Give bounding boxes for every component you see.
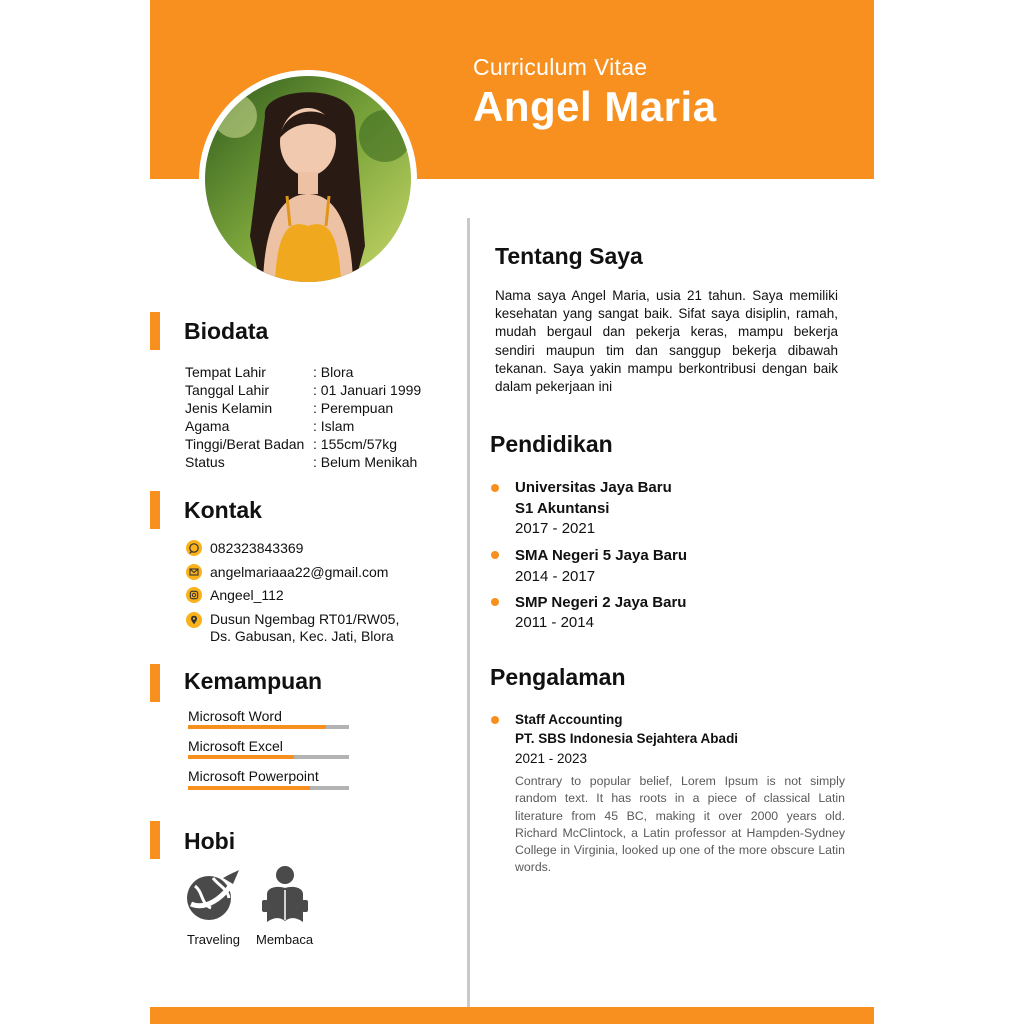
edu-years: 2017 - 2021 [515,520,596,537]
tentang-title: Tentang Saya [495,243,643,269]
skill-bar-fill [188,786,310,790]
skill-bar [188,725,349,729]
skill-name: Microsoft Powerpoint [188,768,319,784]
phone-text[interactable]: 082323843369 [210,540,304,556]
edu-school: SMA Negeri 5 Jaya Baru [515,547,688,564]
skill-bar [188,755,349,759]
cv-name: Angel Maria [473,83,717,130]
hobby-label: Membaca [256,932,314,947]
biodata-label: Agama [185,418,230,434]
exp-company: PT. SBS Indonesia Sejahtera Abadi [515,731,739,746]
pengalaman-title: Pengalaman [490,664,626,690]
section-marker [150,491,160,529]
biodata-value: : 155cm/57kg [313,436,398,452]
biodata-value: : Belum Menikah [313,454,418,470]
globe-airplane-icon [183,864,241,926]
bullet-dot [491,598,499,606]
edu-school: Universitas Jaya Baru [515,479,672,496]
address-line-2: Ds. Gabusan, Kec. Jati, Blora [210,628,394,644]
biodata-value: : Perempuan [313,400,394,416]
skill-name: Microsoft Word [188,708,282,724]
edu-degree: S1 Akuntansi [515,500,610,517]
section-marker [150,664,160,702]
exp-position: Staff Accounting [515,712,623,727]
section-marker [150,312,160,350]
whatsapp-icon [186,540,202,556]
instagram-icon [186,587,202,603]
biodata-value: : 01 Januari 1999 [313,382,422,398]
person-reading-icon [258,864,316,926]
location-icon [186,612,202,628]
biodata-title: Biodata [184,318,269,344]
biodata-label: Tempat Lahir [185,364,266,380]
exp-years: 2021 - 2023 [515,751,588,766]
bullet-dot [491,716,499,724]
portrait-illustration [205,76,411,282]
email-text[interactable]: angelmariaaa22@gmail.com [210,564,389,580]
exp-description: Contrary to popular belief, Lorem Ipsum is not simply random text. It has roots in a piece of classical Latin literature from 45 BC, making it over 2000 years old. Richard McClintock, a Latin professor at Hampden-Sydney College in Virginia, looked up one of the more obscure Latin words. [515,774,845,875]
portrait-photo [205,76,411,282]
edu-years: 2014 - 2017 [515,568,596,585]
edu-school: SMP Negeri 2 Jaya Baru [515,594,687,611]
footer-band [150,1007,874,1024]
email-icon [186,564,202,580]
skill-bar-fill [188,755,294,759]
cv-label: Curriculum Vitae [473,54,648,80]
column-divider [467,218,470,1007]
biodata-value: : Islam [313,418,355,434]
about-text: Nama saya Angel Maria, usia 21 tahun. Saya memiliki kesehatan yang sangat baik. Sifat saya disiplin, ramah, mudah bergaul dan pekerja keras, mampu bekerja sendiri maupun tim dan sanggup bekerja dibawah tekanan. Saya yakin mampu berkontribusi dengan baik dalam pekerjaan ini [495,288,838,395]
biodata-label: Tinggi/Berat Badan [185,436,305,452]
skill-bar-fill [188,725,326,729]
edu-years: 2011 - 2014 [515,614,594,631]
hobi-title: Hobi [184,828,236,854]
address-line-1: Dusun Ngembag RT01/RW05, [210,611,400,627]
hobby-label: Traveling [187,932,240,947]
kemampuan-title: Kemampuan [184,668,323,694]
biodata-label: Status [185,454,225,470]
bullet-dot [491,551,499,559]
biodata-value: : Blora [313,364,354,380]
biodata-label: Tanggal Lahir [185,382,270,398]
skill-name: Microsoft Excel [188,738,283,754]
bullet-dot [491,484,499,492]
skill-bar [188,786,349,790]
biodata-label: Jenis Kelamin [185,400,273,416]
section-marker [150,821,160,859]
pendidikan-title: Pendidikan [490,431,613,457]
instagram-text[interactable]: Angeel_112 [210,587,284,603]
kontak-title: Kontak [184,497,262,523]
